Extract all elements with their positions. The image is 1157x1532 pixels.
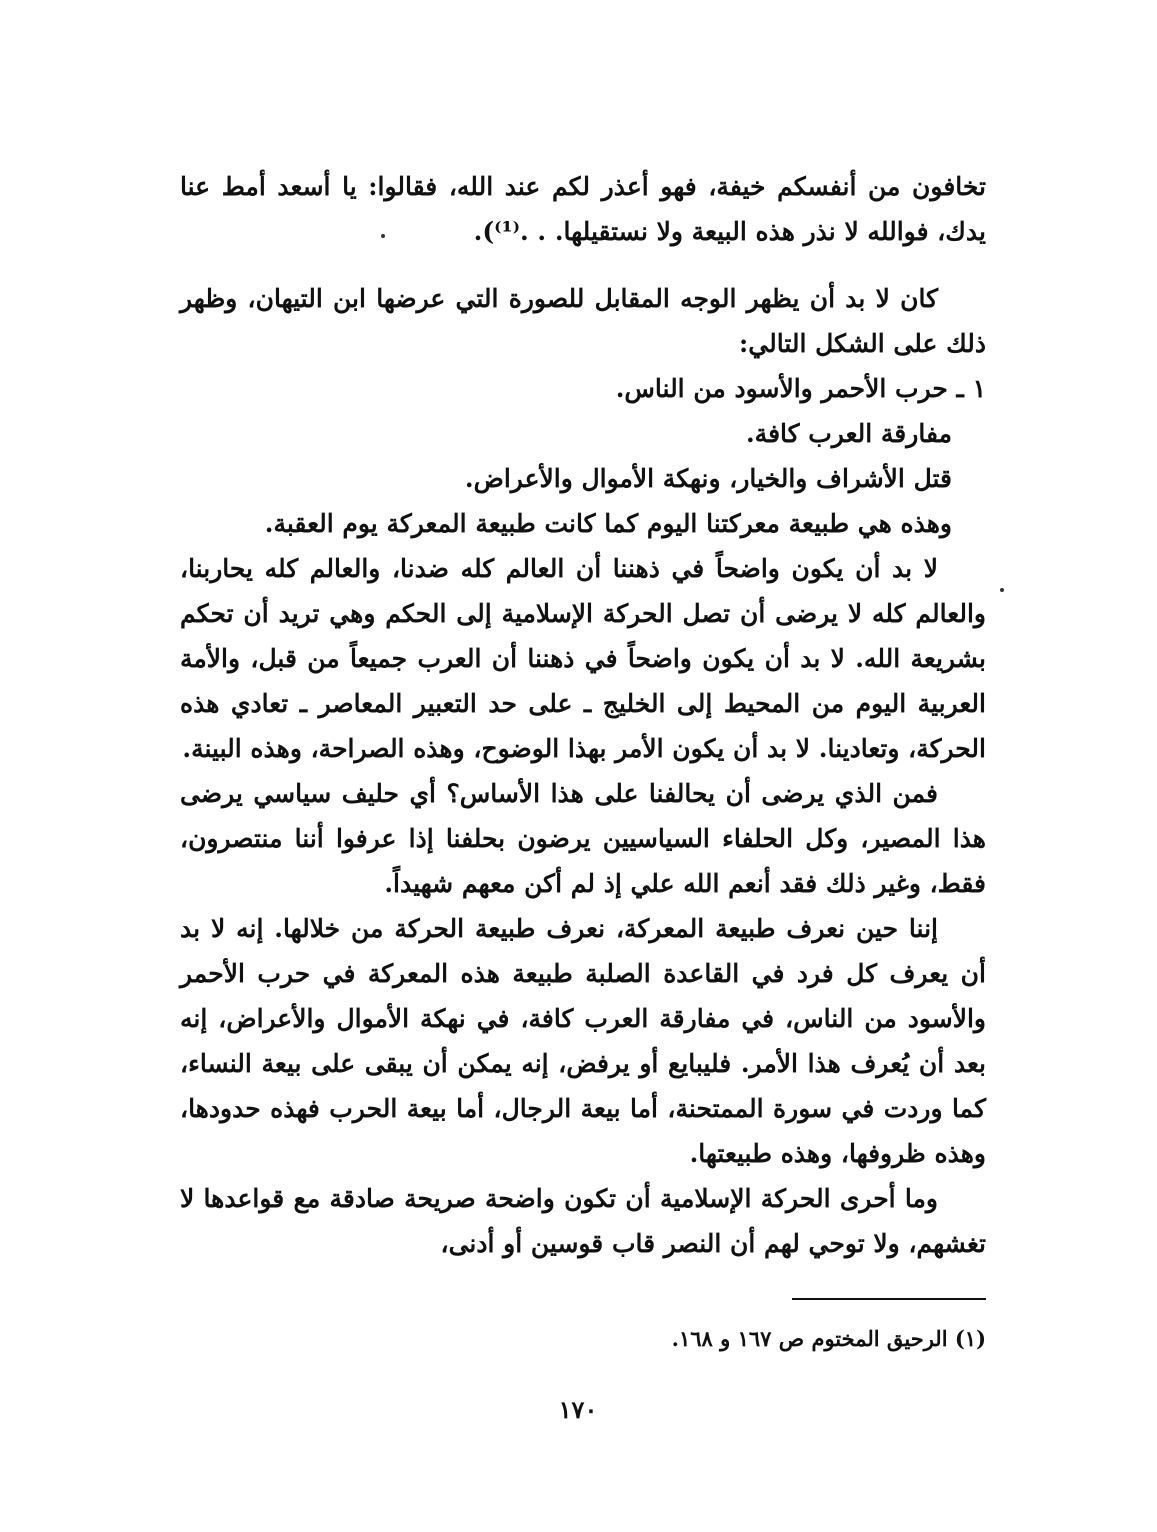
print-speck [381, 234, 385, 238]
paragraph-battle-nature: وهذه هي طبيعة معركتنا اليوم كما كانت طبيعة المعركة يوم العقبة. [264, 509, 952, 538]
footnote-separator [792, 1298, 986, 1300]
paragraph-world-against: لا بد أن يكون واضحاً في ذهننا أن العالم كله ضدنا، والعالم كله يحاربنا، والعالم كله لا يرضى أن تصل الحركة الإسلامية إلى الحكم وهي تريد أن تحكم بشريعة الله. لا بد أن يكون واضحاً في ذهننا أن العرب جميعاً من قبل، والأمة العربية اليوم من المحيط إلى الخليج ـ على حد التعبير المعاصر ـ تعادي هذه الحركة، وتعادينا. لا بد أن يكون الأمر بهذا الوضوح، وهذه الصراحة، وهذه البينة. [180, 554, 986, 763]
text-block-top [180, 164, 986, 254]
print-speck [1000, 588, 1004, 592]
page-number: ١٧٠ [558, 1395, 598, 1424]
paragraph-continuation: تخافون من أنفسكم خيفة، فهو أعذر لكم عند الله، فقالوا: يا أسعد أمط عنا يدك، فوالله لا نذر هذه البيعة ولا نستقيلها. . .⁽¹⁾). [180, 172, 986, 246]
footnote: (١) الرحيق المختوم ص ١٦٧ و ١٦٨. [671, 1326, 986, 1351]
list-item-1: ١ ـ حرب الأحمر والأسود من الناس. [615, 374, 986, 403]
paragraph-ally: فمن الذي يرضى أن يحالفنا على هذا الأساس؟ أي حليف سياسي يرضى هذا المصير، وكل الحلفاء السياسيين يرضون بحلفنا إذا عرفوا أننا منتصرون، فقط، وغير ذلك فقد أنعم الله علي إذ لم أكن معهم شهيداً. [180, 779, 986, 898]
list-item-2: مفارقة العرب كافة. [745, 419, 952, 448]
paragraph-movement-clarity: وما أحرى الحركة الإسلامية أن تكون واضحة صريحة صادقة مع قواعدها لا تغشهم، ولا توحي لهم أن النصر قاب قوسين أو أدنى، [180, 1184, 986, 1258]
paragraph-intro: كان لا بد أن يظهر الوجه المقابل للصورة التي عرضها ابن التيهان، وظهر ذلك على الشكل التالي: [180, 284, 986, 358]
paragraph-know-battle: إننا حين نعرف طبيعة المعركة، نعرف طبيعة الحركة من خلالها. إنه لا بد أن يعرف كل فرد في القاعدة الصلبة طبيعة هذه المعركة في حرب الأحمر والأسود من الناس، في مفارقة العرب كافة، في نهكة الأموال والأعراض، إنه بعد أن يُعرف هذا الأمر. فليبايع أو يرفض، إنه يمكن أن يبقى على بيعة النساء، كما وردت في سورة الممتحنة، أما بيعة الرجال، أما بيعة الحرب فهذه حدودها، وهذه ظروفها، وهذه طبيعتها. [180, 914, 986, 1168]
text-block-main [180, 276, 986, 1266]
list-item-3: قتل الأشراف والخيار، ونهكة الأموال والأعراض. [464, 464, 952, 493]
